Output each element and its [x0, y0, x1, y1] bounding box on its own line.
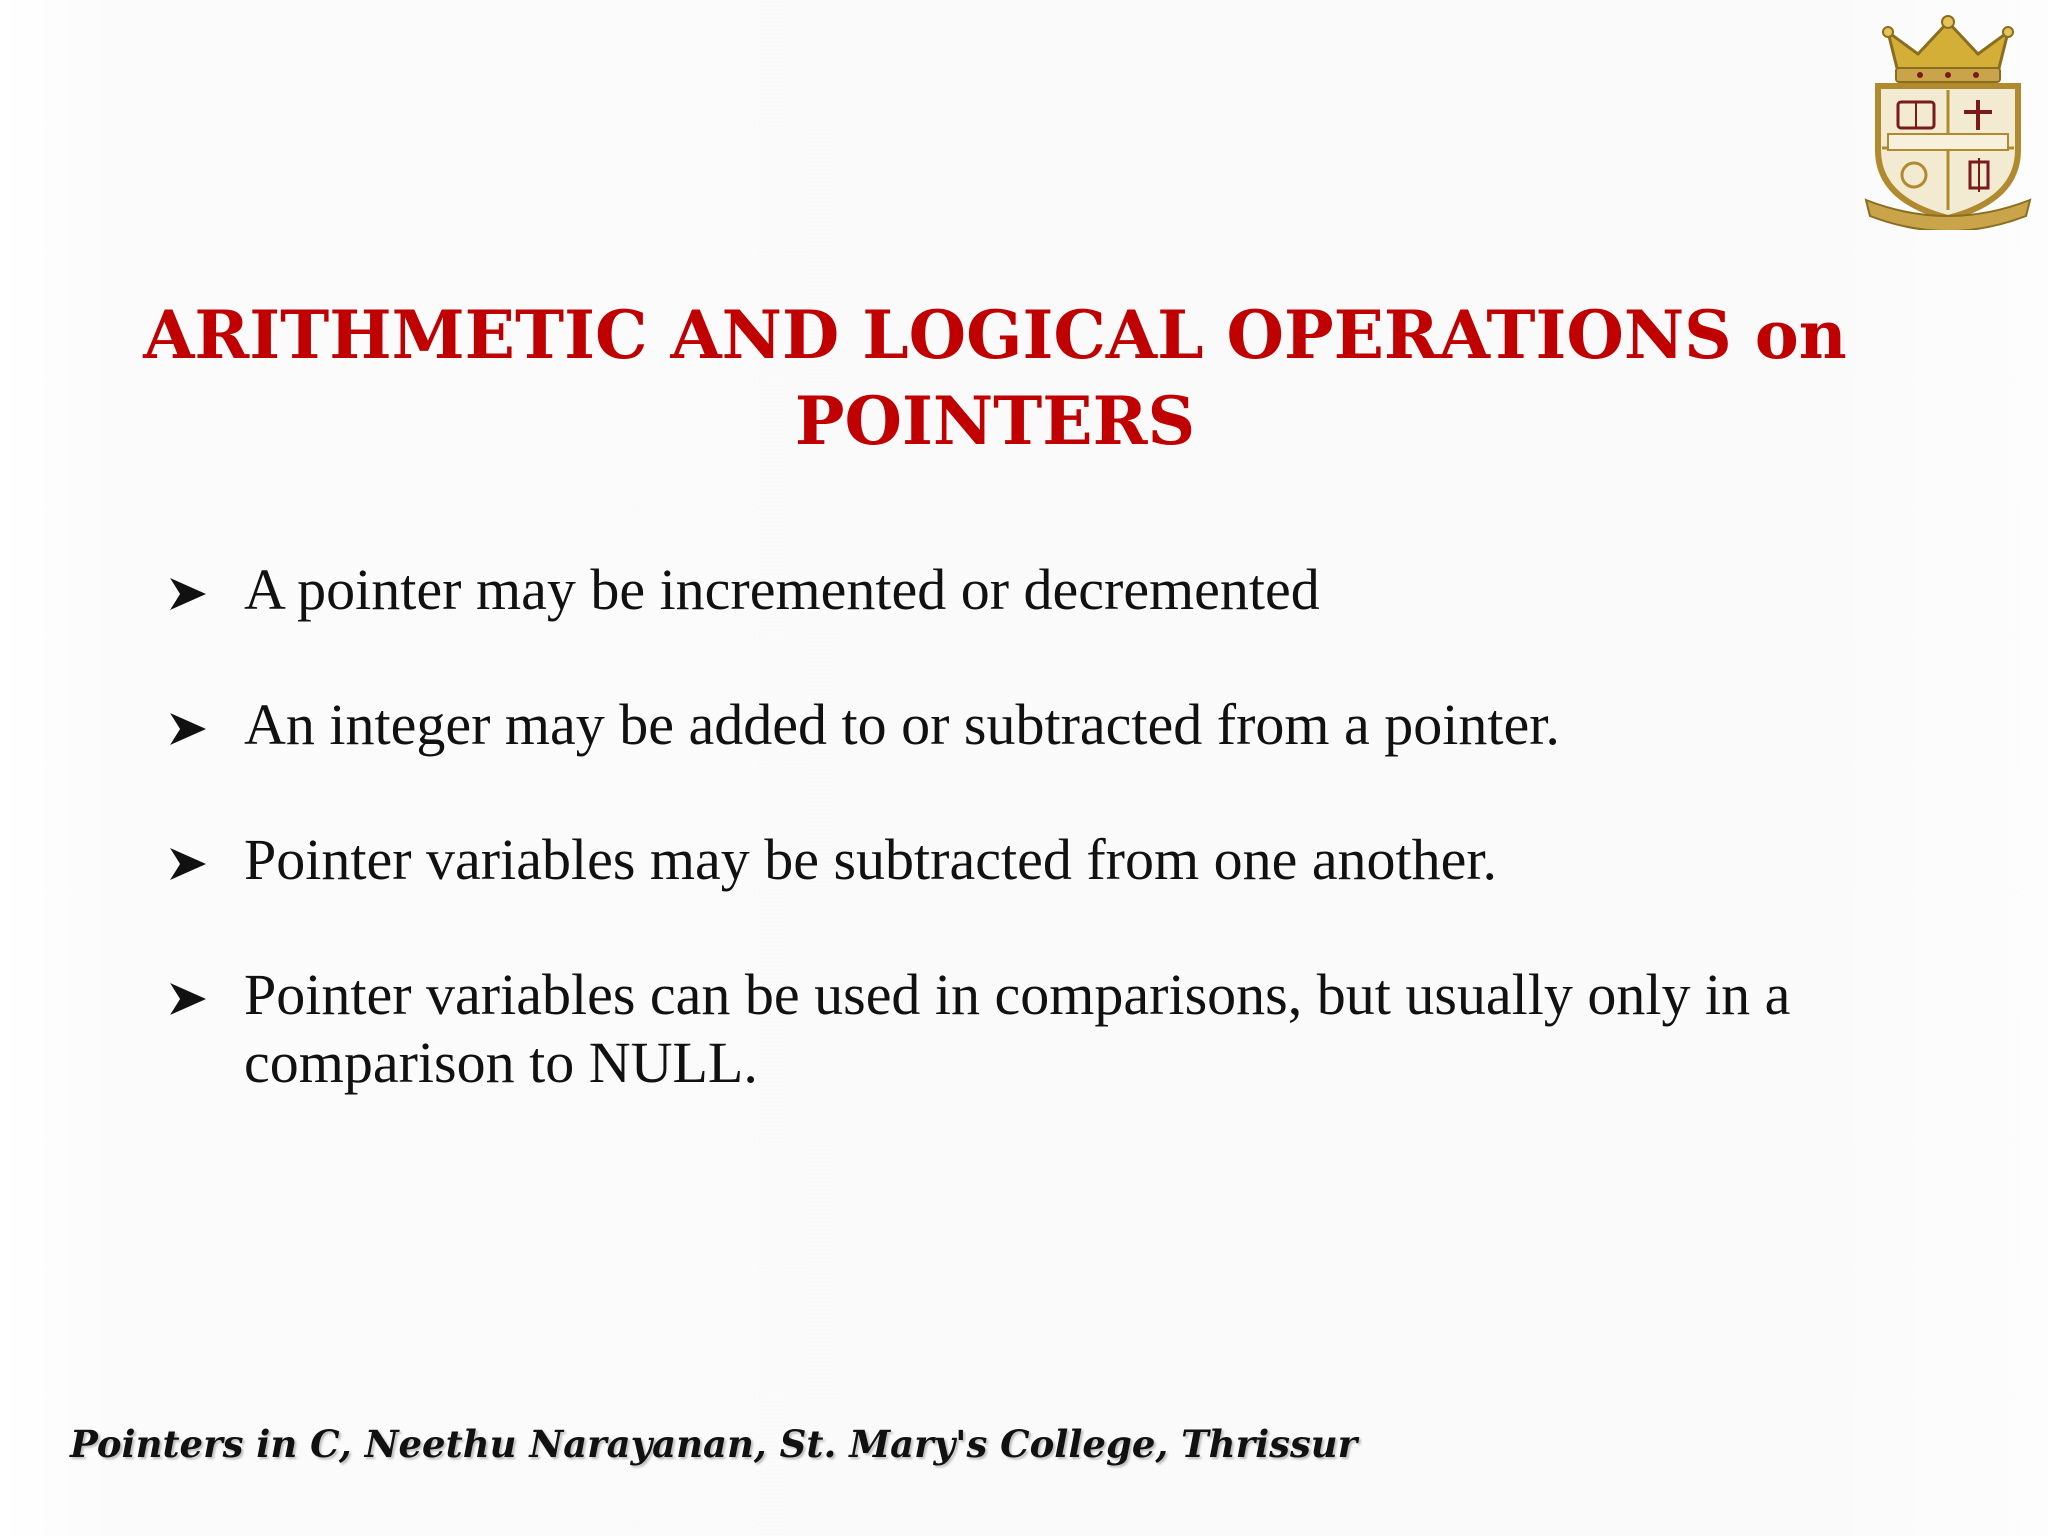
arrowhead-bullet-icon [168, 846, 208, 882]
crown-icon [1883, 16, 2013, 82]
bullet-item [168, 691, 1968, 759]
bullet-item [168, 826, 1968, 894]
bullet-text: Pointer variables can be used in comparisons, but usually only in a comparison to NULL. [244, 962, 1791, 1095]
bullet-text: A pointer may be incremented or decremented [244, 557, 1320, 622]
arrowhead-bullet-icon [168, 711, 208, 747]
bullet-text: Pointer variables may be subtracted from one another. [244, 827, 1498, 892]
slide-footer: Pointers in C, Neethu Narayanan, St. Mary's College, Thrissur [70, 1422, 1358, 1466]
bullet-text: An integer may be added to or subtracted from a pointer. [244, 692, 1560, 757]
college-crest-icon [1858, 10, 2038, 230]
bullet-item [168, 961, 1968, 1097]
arrowhead-bullet-icon [168, 576, 208, 612]
slide-title-line1: ARITHMETIC AND LOGICAL OPERATIONS on [143, 296, 1847, 374]
slide-title-line2: POINTERS [794, 382, 1196, 460]
bullet-list [168, 556, 1968, 1164]
arrowhead-bullet-icon [168, 981, 208, 1017]
slide-title [80, 292, 1910, 464]
bullet-item [168, 556, 1968, 624]
